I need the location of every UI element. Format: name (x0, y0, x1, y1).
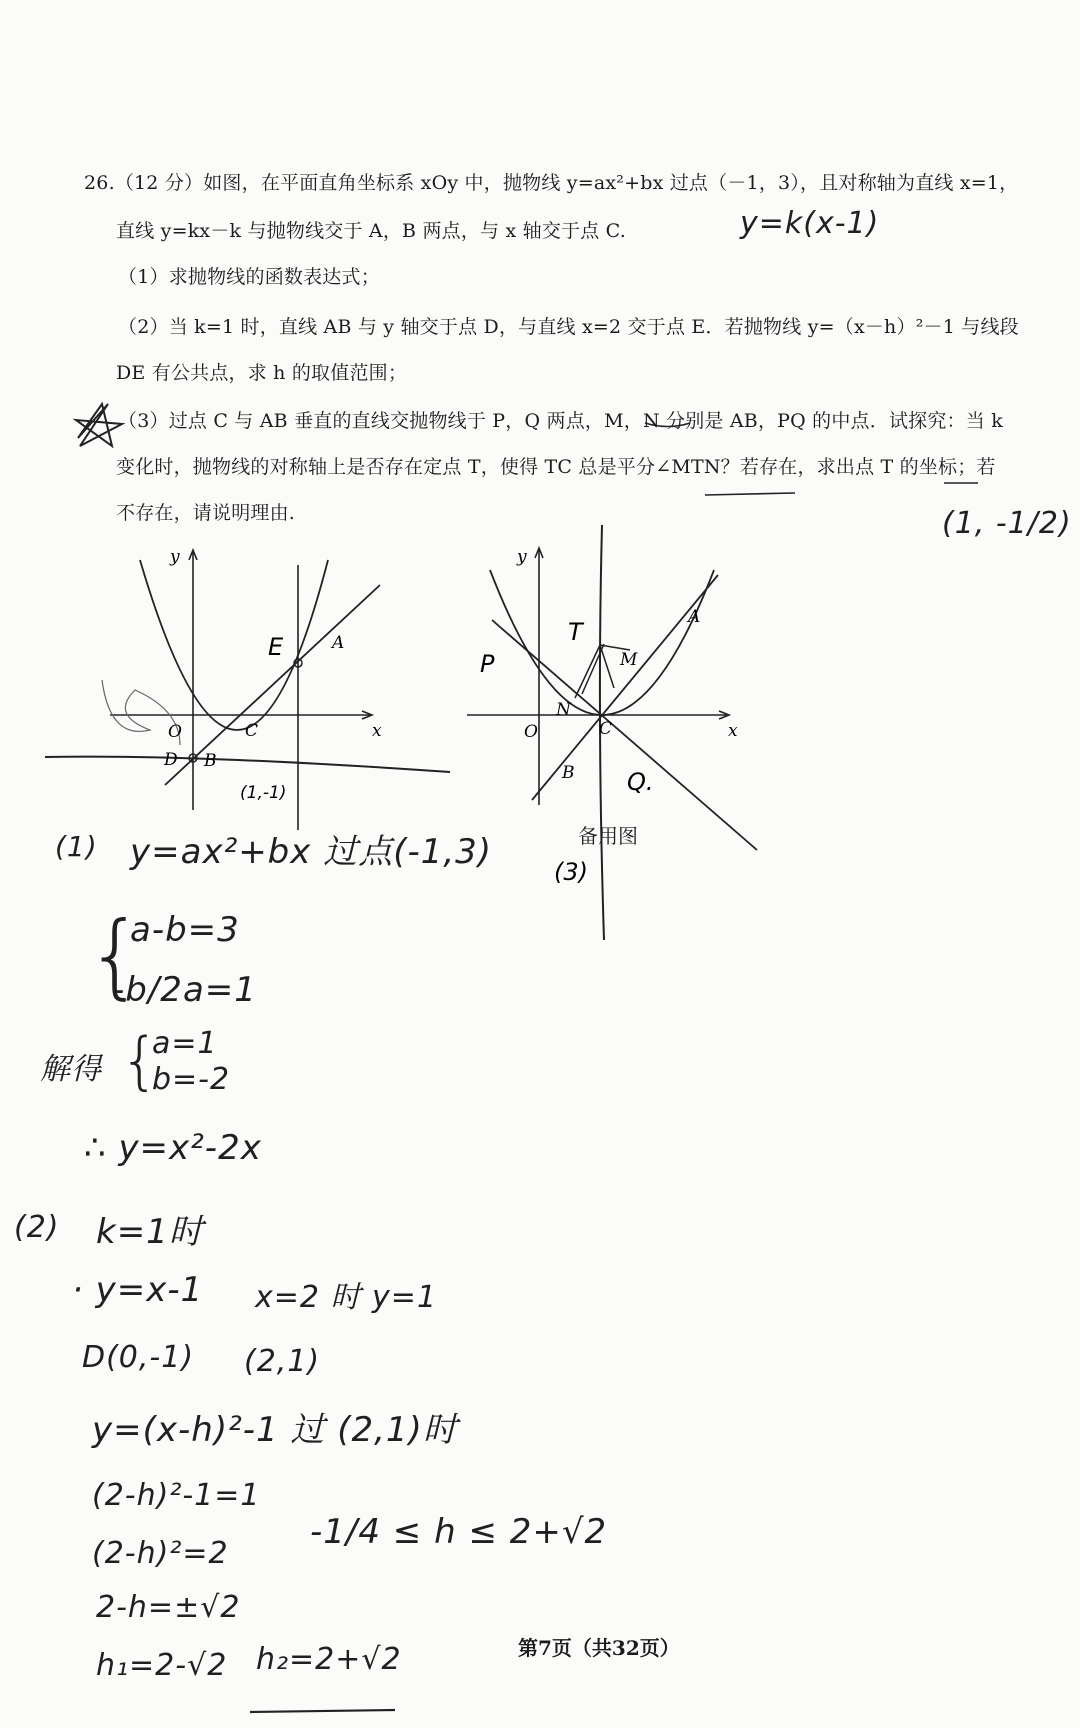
p2-label: (2) (14, 1210, 60, 1245)
figure-2 (462, 520, 782, 940)
fig2-label-m: M (620, 650, 638, 670)
underline-h2 (250, 1710, 395, 1712)
question-part-3c: 不存在，请说明理由. (116, 502, 296, 524)
fig2-label-o: O (524, 722, 538, 742)
fig2-label-n: N (556, 700, 571, 720)
question-line-2: 直线 y=kx－k 与抛物线交于 A，B 两点，与 x 轴交于点 C. (116, 220, 626, 242)
solve-label: 解得 (40, 1052, 102, 1087)
fig1-label-e: E (268, 633, 284, 661)
question-part-2b: DE 有公共点，求 h 的取值范围； (116, 362, 408, 384)
question-part-1: （1）求抛物线的函数表达式； (118, 266, 380, 288)
fig1-label-c: C (245, 721, 259, 741)
fig1-hand-line (45, 757, 450, 772)
fig1-label-d: D (164, 750, 178, 770)
fig2-hand-t: T (568, 618, 583, 646)
fig2-hand-p: P (480, 650, 495, 678)
fig2-hand-part3: (3) (554, 858, 588, 886)
page-number: 第7页（共32页） (518, 1636, 680, 1660)
question-part-3b: 变化时，抛物线的对称轴上是否存在定点 T，使得 TC 总是平分∠MTN？若存在，求出点 T 的坐标；若 (116, 456, 996, 478)
fig1-label-y: y (170, 547, 180, 567)
fig2-label-a: A (688, 607, 701, 627)
p1-label: (1) (55, 830, 98, 863)
brace-system-2: { (120, 1024, 160, 1097)
note-line-equation: y=k(x-1) (740, 206, 880, 241)
figure-1 (40, 540, 460, 840)
fig1-hand-point: (1,-1) (240, 783, 287, 803)
system1-eq2: -b/2a=1 (112, 970, 257, 1010)
p2-range: -1/4 ≤ h ≤ 2+√2 (310, 1512, 608, 1552)
brace-system-1: { (86, 902, 145, 1009)
p2-h2: h₂=2+√2 (256, 1642, 402, 1677)
p2-step-2: (2-h)²=2 (92, 1536, 229, 1571)
question-line-1: 26.（12 分）如图，在平面直角坐标系 xOy 中，抛物线 y=ax²+bx 过点（－1，3），且对称轴为直线 x=1， (84, 172, 1019, 194)
p2-line: · y=x-1 (72, 1270, 204, 1310)
underline-mtn (705, 493, 795, 495)
fig2-label-b: B (562, 763, 575, 783)
system2-eq2: b=-2 (152, 1062, 231, 1097)
answer-point-T: (1, -1/2) (942, 506, 1072, 541)
fig1-line-ab (165, 585, 380, 785)
fig2-label-c: C (599, 719, 613, 739)
p2-h1: h₁=2-√2 (96, 1648, 228, 1683)
fig1-label-a: A (332, 633, 345, 653)
star-scribble-icon (76, 404, 122, 446)
p2-step-3: 2-h=±√2 (96, 1590, 241, 1625)
system2-eq1: a=1 (152, 1026, 218, 1061)
figure-2-caption: 备用图 (578, 824, 638, 848)
result-1: ∴ y=x²-2x (84, 1128, 262, 1168)
p2-d: D(0,-1) (82, 1340, 195, 1375)
fig2-parabola (490, 570, 714, 715)
p2-x2: x=2 时 y=1 (255, 1280, 438, 1315)
p2-k: k=1时 (96, 1212, 204, 1252)
fig2-label-x: x (728, 721, 738, 741)
question-part-3a: （3）过点 C 与 AB 垂直的直线交抛物线于 P，Q 两点，M，N 分别是 AB，PQ 的中点．试探究：当 k (118, 410, 1003, 432)
fig1-parabola (140, 560, 328, 730)
p1-text: y=ax²+bx 过点(-1,3) (130, 832, 493, 872)
fig1-label-o: O (168, 722, 182, 742)
fig1-label-b: B (204, 751, 217, 771)
fig2-label-y: y (517, 547, 527, 567)
system1-eq1: a-b=3 (130, 910, 240, 950)
question-part-2a: （2）当 k=1 时，直线 AB 与 y 轴交于点 D，与直线 x=2 交于点 E．若抛物线 y=（x－h）²－1 与线段 (118, 316, 1019, 338)
p2-through: y=(x-h)²-1 过 (2,1)时 (92, 1410, 458, 1450)
p2-point: (2,1) (244, 1344, 321, 1379)
fig1-label-x: x (372, 721, 382, 741)
fig2-hand-q: Q. (627, 768, 654, 796)
p2-step-1: (2-h)²-1=1 (92, 1478, 261, 1513)
